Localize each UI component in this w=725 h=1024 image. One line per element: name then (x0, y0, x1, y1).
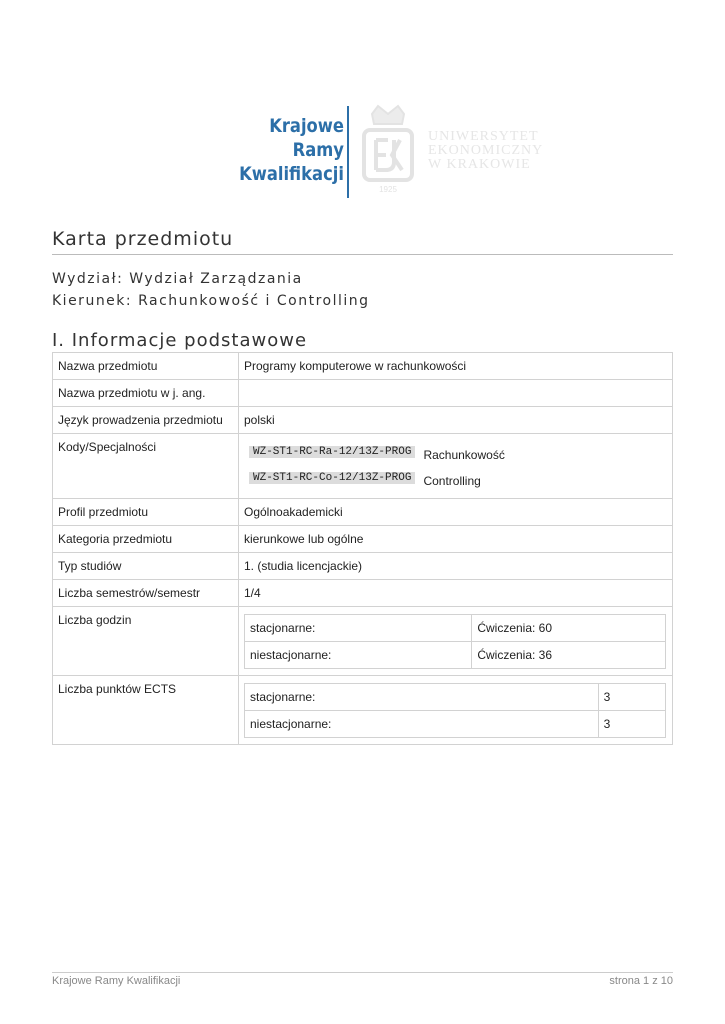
faculty-line: Wydział: Wydział Zarządzania (52, 271, 303, 287)
row-label: Liczba punktów ECTS (53, 676, 239, 745)
subject-code: WZ-ST1-RC-Co-12/13Z-PROG (249, 472, 415, 484)
section-title: I. Informacje podstawowe (52, 330, 308, 351)
ects-value: 3 (598, 684, 665, 711)
krk-line-3: Kwalifikacji (239, 163, 344, 185)
table-row (53, 380, 673, 407)
study-mode: stacjonarne: (245, 684, 599, 711)
title-divider (52, 254, 673, 255)
table-row (53, 353, 673, 380)
uek-crest-icon (358, 102, 418, 196)
row-value: Programy komputerowe w rachunkowości (239, 353, 673, 380)
study-mode: niestacjonarne: (245, 642, 472, 669)
header-logo (238, 100, 558, 200)
table-row (53, 434, 673, 499)
table-row (53, 553, 673, 580)
table-row (245, 711, 666, 738)
uek-line-1: UNIWERSYTET (428, 129, 539, 144)
row-value: 1/4 (239, 580, 673, 607)
table-row (245, 684, 666, 711)
row-value: polski (239, 407, 673, 434)
ects-value: 3 (598, 711, 665, 738)
spec-entry (249, 438, 667, 464)
table-row (245, 615, 666, 642)
ects-table (244, 683, 666, 738)
table-row (53, 407, 673, 434)
specialization-name: Rachunkowość (423, 448, 505, 462)
hours-cell (239, 607, 673, 676)
krk-line-1: Krajowe (269, 115, 344, 137)
table-row (53, 580, 673, 607)
page-title: Karta przedmiotu (52, 228, 234, 250)
row-label: Nazwa przedmiotu (53, 353, 239, 380)
footer-left-text: Krajowe Ramy Kwalifikacji (52, 975, 181, 987)
page-number: strona 1 z 10 (609, 975, 673, 987)
row-value: 1. (studia licencjackie) (239, 553, 673, 580)
row-label: Liczba godzin (53, 607, 239, 676)
row-value (239, 380, 673, 407)
row-label: Profil przedmiotu (53, 499, 239, 526)
logo-divider (347, 106, 349, 198)
uek-line-3: W KRAKOWIE (428, 157, 531, 172)
table-row (245, 642, 666, 669)
specialization-name: Controlling (423, 474, 481, 488)
row-label: Nazwa przedmiotu w j. ang. (53, 380, 239, 407)
spec-entry (249, 464, 667, 490)
table-row (53, 607, 673, 676)
uek-logo-text (428, 130, 543, 172)
hours-table (244, 614, 666, 669)
row-label: Kody/Specjalności (53, 434, 239, 499)
footer-divider (52, 972, 673, 973)
row-value: kierunkowe lub ogólne (239, 526, 673, 553)
row-label: Język prowadzenia przedmiotu (53, 407, 239, 434)
subject-code: WZ-ST1-RC-Ra-12/13Z-PROG (249, 446, 415, 458)
row-label: Liczba semestrów/semestr (53, 580, 239, 607)
uek-year: 1925 (379, 185, 397, 194)
field-of-study-line: Kierunek: Rachunkowość i Controlling (52, 293, 370, 309)
study-mode: stacjonarne: (245, 615, 472, 642)
krk-line-2: Ramy (292, 139, 344, 161)
basic-info-table (52, 352, 673, 745)
ects-cell (239, 676, 673, 745)
row-label: Typ studiów (53, 553, 239, 580)
krk-logo-text (239, 114, 344, 186)
row-label: Kategoria przedmiotu (53, 526, 239, 553)
row-value: Ogólnoakademicki (239, 499, 673, 526)
table-row (53, 499, 673, 526)
table-row (53, 676, 673, 745)
uek-line-2: EKONOMICZNY (428, 143, 544, 158)
hours-value: Ćwiczenia: 60 (472, 615, 666, 642)
hours-value: Ćwiczenia: 36 (472, 642, 666, 669)
table-row (53, 526, 673, 553)
study-mode: niestacjonarne: (245, 711, 599, 738)
codes-cell (239, 434, 673, 499)
